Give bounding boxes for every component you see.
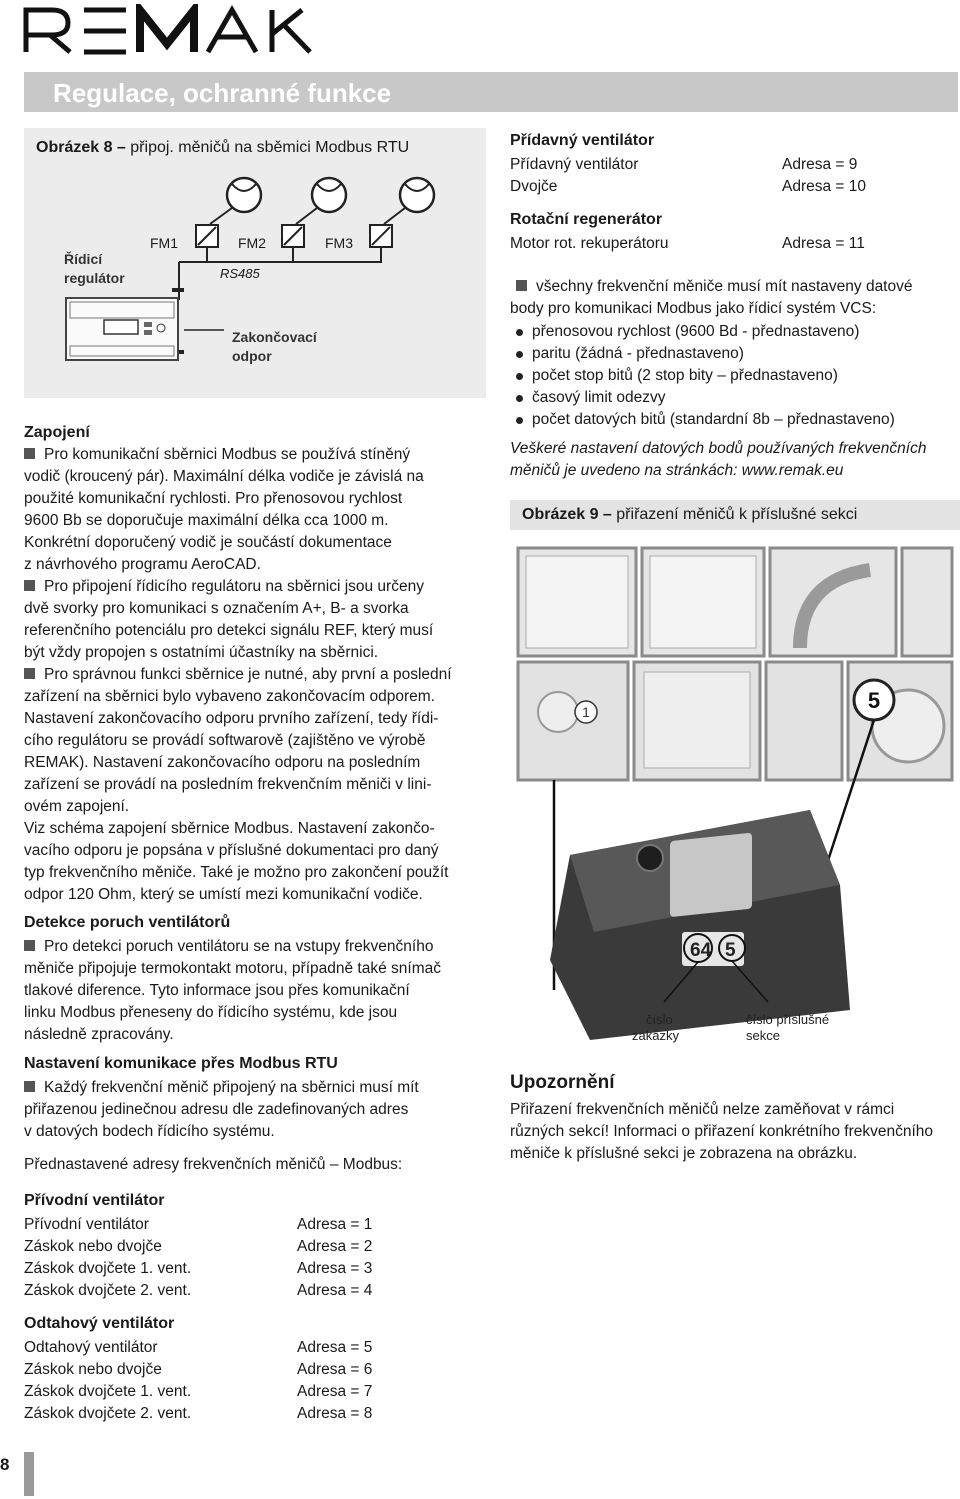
zapojeni-paragraph — [24, 444, 476, 576]
bullet-dot-icon — [516, 351, 523, 358]
svg-text:5: 5 — [725, 940, 736, 961]
pripojeni-paragraph — [24, 576, 476, 664]
detekce-line: tlakové diference. Tyto informace jsou přes komunikační — [24, 982, 410, 999]
table-row: Dvojče Adresa = 10 — [510, 178, 867, 195]
funkce-line: odpor 120 Ohm, který se umístí mezi komunikační vodiče. — [24, 886, 423, 903]
figure-8-caption-text: připoj. měničů na sběmici Modbus RTU — [130, 139, 410, 156]
table-row: Odtahový ventilátor Adresa = 5 — [24, 1339, 373, 1356]
bullet-dot-icon — [516, 395, 523, 402]
table-row: Záskok dvojčete 2. vent. Adresa = 4 — [24, 1282, 373, 1299]
section-number-label-2: sekce — [746, 1028, 780, 1043]
all-vfd-paragraph — [510, 276, 960, 320]
figure-9-caption-bold: Obrázek 9 – — [522, 506, 612, 523]
exhaust-fan-heading: Odtahový ventilátor — [24, 1315, 175, 1332]
figure-9-caption-text: přiřazení měničů k příslušné sekci — [616, 506, 858, 523]
figure-8-caption-bold: Obrázek 8 – — [36, 139, 126, 156]
all-vfd-line: všechny frekvenční měniče musí mít nastaveny datové — [510, 276, 960, 298]
table-row: Záskok nebo dvojče Adresa = 2 — [24, 1238, 373, 1255]
warning-heading: Upozornění — [510, 1072, 615, 1093]
rotary-address-table — [510, 233, 960, 255]
zapojeni-line: 9600 Bb se doporučuje maximální délka cca 1000 m. — [24, 512, 389, 529]
svg-text:5: 5 — [867, 688, 881, 713]
extra-fan-heading: Přídavný ventilátor — [510, 132, 655, 149]
section-marker-1 — [575, 701, 597, 723]
bullet-dot-icon — [516, 417, 523, 424]
funkce-line: zařízení na sběrnici bylo vybaveno zakončovacím odporem. — [24, 688, 435, 705]
bullet-dot-icon — [516, 373, 523, 380]
list-item: časový limit odezvy — [532, 387, 666, 409]
list-item: počet datových bitů (standardní 8b – přednastaveno) — [532, 409, 895, 431]
order-number-label-1: číslo — [646, 1012, 673, 1027]
zapojeni-line: Pro komunikační sběrnici Modbus se používá stíněný — [24, 444, 476, 466]
pripojeni-line: být vždy propojen s ostatními účastníky na sběrnici. — [24, 644, 379, 661]
square-bullet-icon — [24, 580, 35, 591]
table-row: Záskok dvojčete 1. vent. Adresa = 7 — [24, 1383, 373, 1400]
list-item: paritu (žádná - přednastaveno) — [532, 343, 744, 365]
controller-label-2: regulátor — [64, 270, 125, 286]
figure-9-caption — [522, 504, 857, 526]
zapojeni-line: z návrhového programu AeroCAD. — [24, 556, 261, 573]
vfd-fm1-icon — [196, 225, 218, 247]
pripojeni-line: dvě svorky pro komunikaci s označením A+, B- a svorka — [24, 600, 409, 617]
svg-text:64: 64 — [690, 940, 712, 961]
page-number: 8 — [0, 1455, 10, 1474]
rotary-heading: Rotační regenerátor — [510, 211, 663, 228]
fan-icon — [227, 178, 261, 212]
pripojeni-line: referenčního potenciálu pro detekci signálu REF, který musí — [24, 622, 434, 639]
zapojeni-line: vodič (kroucený pár). Maximální délka vodiče je závislá na — [24, 468, 424, 485]
table-row: Záskok dvojčete 2. vent. Adresa = 8 — [24, 1405, 373, 1422]
detekce-line: následně zpracovány. — [24, 1026, 174, 1043]
unit-and-vfd-photo — [510, 540, 960, 1060]
funkce-line: Viz schéma zapojení sběrnice Modbus. Nastavení zakončo- — [24, 820, 435, 837]
page-marker-bar — [24, 1452, 34, 1496]
remak-logo-graphic — [22, 4, 332, 56]
all-vfd-line: body pro komunikaci Modbus jako řídicí systém VCS: — [510, 300, 877, 317]
zapojeni-line: použité komunikační rychlosti. Pro přenosovou rychlost — [24, 490, 403, 507]
warning-line: různých sekcí! Informaci o přiřazení konkrétního frekvenčního — [510, 1123, 934, 1140]
fan-icon — [312, 178, 346, 212]
terminator-label-1: Zakončovací — [232, 329, 317, 345]
detekce-heading: Detekce poruch ventilátorů — [24, 914, 231, 931]
table-row: Motor rot. rekuperátoru Adresa = 11 — [510, 235, 865, 252]
funkce-line: REMAK). Nastavení zakončovacího odporu na posledním — [24, 754, 421, 771]
funkce-line: Pro správnou funkci sběrnice je nutné, aby první a poslední — [24, 664, 476, 686]
supply-fan-heading: Přívodní ventilátor — [24, 1192, 165, 1209]
detekce-line: měniče připojuje termokontakt motoru, případně také snímač — [24, 960, 441, 977]
funkce-line: typ frekvenčního měniče. Také je možno pro zakončení použít — [24, 864, 449, 881]
exhaust-address-table — [24, 1337, 484, 1425]
modbus-line: v datových bodech řídicího systému. — [24, 1123, 275, 1140]
preset-addresses-intro: Přednastavené adresy frekvenčních měničů – Modbus: — [24, 1156, 403, 1173]
modbus-line: přiřazenou jedinečnou adresu dle zadefinovaných adres — [24, 1101, 409, 1118]
section-marker-5 — [854, 680, 894, 720]
vfd-fm2-icon — [282, 225, 304, 247]
table-row: Přívodní ventilátor Adresa = 1 — [24, 1216, 373, 1233]
square-bullet-icon — [24, 668, 35, 679]
section-number-label-1: číslo příslušné — [746, 1012, 830, 1027]
pripojeni-line: Pro připojení řídicího regulátoru na sběrnici jsou určeny — [24, 576, 476, 598]
detekce-line: linku Modbus přeneseny do řídicího systému, kde jsou — [24, 1004, 398, 1021]
warning-line: Přiřazení frekvenčních měničů nelze zaměňovat v rámci — [510, 1101, 895, 1118]
svg-text:1: 1 — [582, 704, 590, 720]
extra-address-table — [510, 154, 960, 198]
funkce-line: ovém zapojení. — [24, 798, 130, 815]
fm1-label: FM1 — [150, 235, 178, 251]
list-item: počet stop bitů (2 stop bity – přednastaveno) — [532, 365, 838, 387]
ahu-upper-sections — [518, 548, 952, 656]
funkce-line: vacího odporu je popsána v příslušné dokumentaci pro daný — [24, 842, 439, 859]
table-row: Záskok dvojčete 1. vent. Adresa = 3 — [24, 1260, 373, 1277]
list-item: přenosovou rychlost (9600 Bd - přednastaveno) — [532, 321, 859, 343]
zapojeni-heading: Zapojení — [24, 424, 90, 441]
bullet-dot-icon — [516, 329, 523, 336]
table-row: Přídavný ventilátor Adresa = 9 — [510, 156, 858, 173]
warning-paragraph — [510, 1099, 960, 1165]
square-bullet-icon — [24, 940, 35, 951]
modbus-paragraph — [24, 1077, 476, 1143]
funkce-line: Nastavení zakončovacího odporu prvního zařízení, tedy řídi- — [24, 710, 439, 727]
funkce-paragraph — [24, 664, 476, 906]
order-number-label-2: zakázky — [632, 1028, 679, 1043]
settings-note-line: měničů je uvedeno na stránkách: www.remak.eu — [510, 462, 844, 479]
detekce-line: Pro detekci poruch ventilátoru se na vstupy frekvenčního — [24, 936, 476, 958]
controller-label-1: Řídicí — [64, 251, 103, 267]
table-row: Záskok nebo dvojče Adresa = 6 — [24, 1361, 373, 1378]
controller-device-icon — [66, 298, 178, 360]
zapojeni-line: Konkrétní doporučený vodič je součástí dokumentace — [24, 534, 392, 551]
settings-note-line: Veškeré nastavení datových bodů používaných frekvenčních — [510, 440, 927, 457]
rs485-label: RS485 — [220, 266, 260, 281]
supply-address-table — [24, 1214, 484, 1302]
fan-icon — [400, 178, 434, 212]
terminator-label-2: odpor — [232, 348, 272, 364]
square-bullet-icon — [516, 280, 527, 291]
fm2-label: FM2 — [238, 235, 266, 251]
square-bullet-icon — [24, 448, 35, 459]
vfd-fm3-icon — [370, 225, 392, 247]
funkce-line: zařízení se provádí na posledním frekvenčním měniči v lini- — [24, 776, 432, 793]
modbus-heading: Nastavení komunikace přes Modbus RTU — [24, 1055, 338, 1072]
funkce-line: cího regulátoru se provádí softwarově (zajištěno ve výrobě — [24, 732, 426, 749]
detekce-paragraph — [24, 936, 476, 1046]
figure-8-caption — [36, 137, 409, 159]
square-bullet-icon — [24, 1081, 35, 1092]
page-title: Regulace, ochranné funkce — [53, 78, 392, 108]
fm3-label: FM3 — [325, 235, 353, 251]
modbus-line: Každý frekvenční měnič připojený na sběrnici musí mít — [24, 1077, 476, 1099]
settings-note — [510, 438, 960, 482]
warning-line: měniče k příslušné sekci je zobrazena na obrázku. — [510, 1145, 858, 1162]
